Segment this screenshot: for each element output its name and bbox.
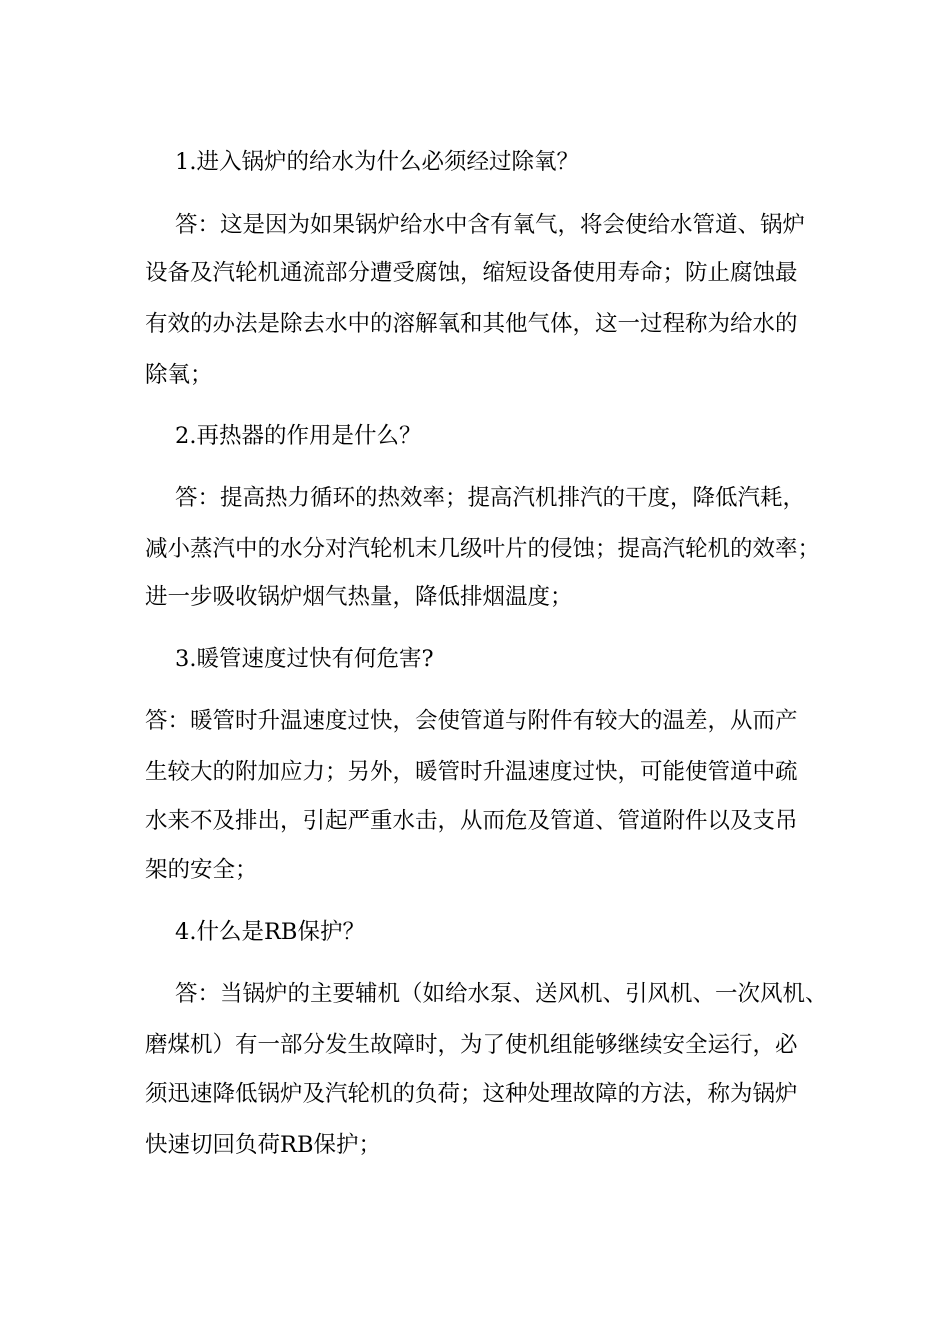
answer-3-line-3: 水来不及排出，引起严重水击，从而危及管道、管道附件以及支吊 [145,808,798,834]
answer-4-line-1: 答：当锅炉的主要辅机（如给水泵、送风机、引风机、一次风机、 [175,981,828,1007]
answer-2-line-1: 答：提高热力循环的热效率；提高汽机排汽的干度，降低汽耗， [175,485,806,511]
answer-3-line-4: 架的安全； [145,857,258,883]
answer-4-line-4: 快速切回负荷RB保护； [145,1132,381,1158]
answer-1-line-3: 有效的办法是除去水中的溶解氧和其他气体，这一过程称为给水的 [145,311,798,337]
question-3: 3.暖管速度过快有何危害? [175,646,434,672]
answer-1-line-1: 答：这是因为如果锅炉给水中含有氧气，将会使给水管道、锅炉 [175,212,806,238]
answer-2-line-3: 进一步吸收锅炉烟气热量，降低排烟温度； [145,584,573,610]
answer-3-line-1: 答：暖管时升温速度过快，会使管道与附件有较大的温差，从而产 [145,708,798,734]
answer-2-line-2: 减小蒸汽中的水分对汽轮机末几级叶片的侵蚀；提高汽轮机的效率； [145,536,821,562]
answer-3-line-2: 生较大的附加应力；另外，暖管时升温速度过快，可能使管道中疏 [145,759,798,785]
answer-4-line-3: 须迅速降低锅炉及汽轮机的负荷；这种处理故障的方法，称为锅炉 [145,1081,798,1107]
question-1: 1.进入锅炉的给水为什么必须经过除氧？ [175,149,579,175]
question-4: 4.什么是RB保护？ [175,919,365,945]
answer-1-line-2: 设备及汽轮机通流部分遭受腐蚀，缩短设备使用寿命；防止腐蚀最 [145,260,798,286]
answer-1-line-4: 除氧； [145,362,213,388]
question-2: 2.再热器的作用是什么？ [175,423,422,449]
answer-4-line-2: 磨煤机）有一部分发生故障时，为了使机组能够继续安全运行，必 [145,1032,798,1058]
